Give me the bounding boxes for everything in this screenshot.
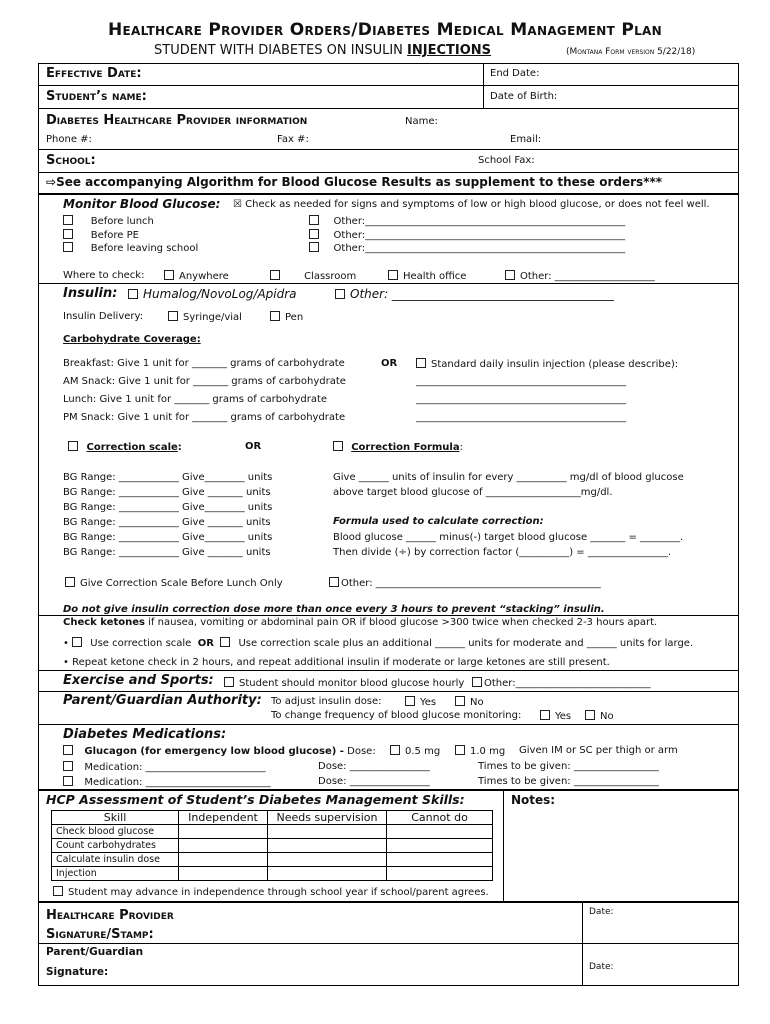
bg-range-row[interactable]: BG Range: ____________ Give _______ units bbox=[63, 547, 271, 558]
ketones-instructions: Check ketones if nausea, vomiting or abdominal pain OR if blood glucose >300 twice when checked 2-3 hours apart. bbox=[63, 617, 658, 628]
frequency-yes-checkbox[interactable]: Yes bbox=[540, 710, 571, 722]
health-office-checkbox[interactable]: Health office bbox=[388, 270, 466, 282]
independent-cell[interactable] bbox=[179, 839, 268, 853]
monitor-check-as-needed[interactable]: ☒ Check as needed for signs and symptoms of low or high blood glucose, or does not feel well. bbox=[233, 199, 710, 210]
before-leaving-checkbox[interactable]: Before leaving school bbox=[63, 242, 198, 254]
checkbox-icon bbox=[270, 270, 280, 280]
ketones-options: • Use correction scale OR Use correction scale plus an additional ______ units for moderate and ______ units for large. bbox=[63, 638, 694, 649]
checkbox-icon bbox=[405, 696, 415, 706]
checked-box-icon: ☒ bbox=[233, 199, 242, 210]
glucagon-checkbox[interactable]: Glucagon (for emergency low blood glucose) - Dose: bbox=[63, 745, 376, 757]
anywhere-checkbox[interactable]: Anywhere bbox=[164, 270, 229, 282]
checkbox-icon bbox=[309, 215, 319, 225]
medication-1-checkbox[interactable]: Medication: ________________________ bbox=[63, 761, 266, 773]
provider-signature-label-1: Healthcare Provider bbox=[46, 908, 174, 923]
col-independent: Independent bbox=[179, 811, 268, 825]
adjust-dose-label: To adjust insulin dose: bbox=[271, 696, 382, 707]
checkbox-icon bbox=[309, 229, 319, 239]
effective-date-label: Effective Date: bbox=[46, 66, 142, 81]
notes-label: Notes: bbox=[511, 793, 556, 807]
checkbox-icon bbox=[455, 696, 465, 706]
col-skill: Skill bbox=[52, 811, 179, 825]
before-lunch-checkbox[interactable]: Before lunch bbox=[63, 215, 154, 227]
checkbox-icon bbox=[505, 270, 515, 280]
checkbox-icon bbox=[68, 441, 78, 451]
bg-range-row[interactable]: BG Range: ____________ Give________ units bbox=[63, 502, 273, 513]
checkbox-icon bbox=[65, 577, 75, 587]
parent-signature-label-2[interactable]: Signature: bbox=[46, 966, 109, 978]
checkbox-icon bbox=[63, 761, 73, 771]
before-lunch-only-checkbox[interactable]: Give Correction Scale Before Lunch Only bbox=[65, 577, 283, 589]
dob-label[interactable]: Date of Birth: bbox=[490, 91, 558, 102]
monitor-other-2[interactable]: Other:____________________________________________________ bbox=[309, 229, 625, 241]
checkbox-icon bbox=[128, 289, 138, 299]
checkbox-icon bbox=[168, 311, 178, 321]
checkbox-icon bbox=[224, 677, 234, 687]
lunch-line[interactable]: Lunch: Give 1 unit for _______ grams of carbohydrate bbox=[63, 394, 328, 405]
bg-range-row[interactable]: BG Range: ____________ Give _______ units bbox=[63, 517, 271, 528]
pm-snack-line[interactable]: PM Snack: Give 1 unit for _______ grams of carbohydrate bbox=[63, 412, 346, 423]
monitor-other-1[interactable]: Other:____________________________________________________ bbox=[309, 215, 625, 227]
form-version: (Montana Form version 5/22/18) bbox=[566, 47, 696, 57]
where-other-checkbox[interactable]: Other: ____________________ bbox=[505, 270, 655, 282]
form-title: Healthcare Provider Orders/Diabetes Medical Management Plan bbox=[108, 20, 662, 40]
checkbox-icon bbox=[416, 358, 426, 368]
medication-2-dose[interactable]: Dose: ________________ bbox=[318, 776, 430, 787]
checkbox-icon bbox=[53, 886, 63, 896]
provider-name-label[interactable]: Name: bbox=[405, 116, 438, 127]
meds-title: Diabetes Medications: bbox=[63, 727, 227, 742]
checkbox-icon[interactable] bbox=[220, 637, 230, 647]
table-row bbox=[52, 839, 493, 853]
checkbox-icon bbox=[585, 710, 595, 720]
breakfast-line[interactable]: Breakfast: Give 1 unit for _______ grams of carbohydrate bbox=[63, 358, 345, 369]
parent-signature-label-1: Parent/Guardian bbox=[46, 946, 144, 958]
parent-date-label[interactable]: Date: bbox=[589, 962, 614, 972]
provider-signature-label-2[interactable]: Signature/Stamp: bbox=[46, 927, 154, 942]
supervision-cell[interactable] bbox=[268, 825, 387, 839]
exercise-monitor-checkbox[interactable]: Student should monitor blood glucose hourly bbox=[224, 677, 464, 689]
form-subtitle: STUDENT WITH DIABETES ON INSULIN INJECTIONS bbox=[154, 43, 492, 58]
glucagon-route: Given IM or SC per thigh or arm bbox=[519, 745, 678, 756]
checkbox-icon[interactable] bbox=[72, 637, 82, 647]
table-row bbox=[52, 867, 493, 881]
checkbox-icon bbox=[270, 311, 280, 321]
insulin-other-checkbox[interactable]: Other: _____________________________________ bbox=[335, 287, 614, 301]
fax-label[interactable]: Fax #: bbox=[277, 134, 309, 145]
cannot-do-cell[interactable] bbox=[387, 867, 493, 881]
supervision-cell[interactable] bbox=[268, 839, 387, 853]
independent-cell[interactable] bbox=[179, 853, 268, 867]
col-cannot-do: Cannot do bbox=[387, 811, 493, 825]
formula-divide-line[interactable]: Then divide (÷) by correction factor (__________) = ________________. bbox=[333, 547, 672, 558]
bg-range-row[interactable]: BG Range: ____________ Give________ units bbox=[63, 472, 273, 483]
formula-bg-line[interactable]: Blood glucose ______ minus(-) target blood glucose _______ = ________. bbox=[333, 532, 684, 543]
cannot-do-cell[interactable] bbox=[387, 839, 493, 853]
checkbox-icon bbox=[309, 242, 319, 252]
monitor-other-3[interactable]: Other:____________________________________________________ bbox=[309, 242, 625, 254]
medication-1-dose[interactable]: Dose: ________________ bbox=[318, 761, 430, 772]
exercise-title: Exercise and Sports: bbox=[63, 673, 214, 688]
bg-range-row[interactable]: BG Range: ____________ Give _______ units bbox=[63, 487, 271, 498]
humalog-checkbox[interactable]: Humalog/NovoLog/Apidra bbox=[128, 287, 297, 301]
adjust-yes-checkbox[interactable]: Yes bbox=[405, 696, 436, 708]
or-label: OR bbox=[381, 358, 398, 369]
standard-line-2[interactable]: __________________________________________ bbox=[416, 394, 626, 405]
checkbox-icon bbox=[540, 710, 550, 720]
table-header-row bbox=[52, 811, 493, 825]
medication-2-times[interactable]: Times to be given: _________________ bbox=[478, 776, 659, 787]
correction-formula-checkbox[interactable]: Correction Formula: bbox=[333, 441, 463, 453]
formula-used-title: Formula used to calculate correction: bbox=[333, 516, 544, 527]
checkbox-icon bbox=[335, 289, 345, 299]
formula-give-line[interactable]: Give ______ units of insulin for every __________ mg/dl of blood glucose bbox=[333, 472, 684, 483]
checkbox-icon bbox=[390, 745, 400, 755]
checkbox-icon bbox=[164, 270, 174, 280]
insulin-delivery-label: Insulin Delivery: bbox=[63, 311, 144, 322]
adjust-no-checkbox[interactable]: No bbox=[455, 696, 484, 708]
supervision-cell[interactable] bbox=[268, 853, 387, 867]
hcp-title: HCP Assessment of Student’s Diabetes Management Skills: bbox=[46, 792, 465, 807]
classroom-checkbox[interactable]: Classroom bbox=[270, 270, 356, 282]
dose-05-checkbox[interactable]: 0.5 mg bbox=[390, 745, 440, 757]
skill-cell: Check blood glucose bbox=[52, 825, 179, 839]
no-stacking-warning: Do not give insulin correction dose more than once every 3 hours to prevent “stacking” insulin. bbox=[63, 604, 605, 615]
independent-cell[interactable] bbox=[179, 825, 268, 839]
skills-table bbox=[51, 810, 493, 881]
checkbox-icon bbox=[333, 441, 343, 451]
arrow-right-icon: ⇨ bbox=[46, 175, 57, 189]
carb-coverage-title: Carbohydrate Coverage: bbox=[63, 334, 201, 345]
medication-1-times[interactable]: Times to be given: _________________ bbox=[478, 761, 659, 772]
pen-checkbox[interactable]: Pen bbox=[270, 311, 303, 323]
standard-line-1[interactable]: __________________________________________ bbox=[416, 376, 626, 387]
supervision-cell[interactable] bbox=[268, 867, 387, 881]
correction-other-checkbox[interactable]: Other: _____________________________________________ bbox=[329, 577, 601, 589]
advance-independence-checkbox[interactable]: Student may advance in independence through school year if school/parent agrees. bbox=[53, 886, 489, 898]
provider-date-label[interactable]: Date: bbox=[589, 907, 614, 917]
correction-scale-checkbox[interactable]: Correction scale: bbox=[68, 441, 182, 453]
before-pe-checkbox[interactable]: Before PE bbox=[63, 229, 139, 241]
cannot-do-cell[interactable] bbox=[387, 853, 493, 867]
school-label: School: bbox=[46, 153, 96, 168]
end-date-label[interactable]: End Date: bbox=[490, 68, 540, 79]
standard-line-3[interactable]: __________________________________________ bbox=[416, 412, 626, 423]
table-row bbox=[52, 825, 493, 839]
checkbox-icon bbox=[63, 215, 73, 225]
independent-cell[interactable] bbox=[179, 867, 268, 881]
syringe-checkbox[interactable]: Syringe/vial bbox=[168, 311, 242, 323]
table-row bbox=[52, 853, 493, 867]
checkbox-icon bbox=[63, 229, 73, 239]
where-to-check-label: Where to check: bbox=[63, 270, 145, 281]
algorithm-note: ⇨See accompanying Algorithm for Blood Glucose Results as supplement to these orders*** bbox=[46, 175, 663, 189]
bg-range-row[interactable]: BG Range: ____________ Give________ units bbox=[63, 532, 273, 543]
exercise-other-checkbox[interactable]: Other:___________________________ bbox=[472, 677, 651, 689]
frequency-no-checkbox[interactable]: No bbox=[585, 710, 614, 722]
school-fax-label[interactable]: School Fax: bbox=[478, 155, 535, 166]
provider-info-label: Diabetes Healthcare Provider information bbox=[46, 113, 308, 128]
checkbox-icon bbox=[63, 776, 73, 786]
frequency-label: To change frequency of blood glucose monitoring: bbox=[271, 710, 522, 721]
cannot-do-cell[interactable] bbox=[387, 825, 493, 839]
col-needs-supervision: Needs supervision bbox=[268, 811, 387, 825]
skill-cell: Count carbohydrates bbox=[52, 839, 179, 853]
skill-cell: Calculate insulin dose bbox=[52, 853, 179, 867]
checkbox-icon bbox=[63, 242, 73, 252]
or-label-2: OR bbox=[245, 441, 262, 452]
parent-authority-title: Parent/Guardian Authority: bbox=[63, 693, 262, 708]
email-label[interactable]: Email: bbox=[510, 134, 542, 145]
checkbox-icon bbox=[455, 745, 465, 755]
student-name-label: Student’s name: bbox=[46, 89, 147, 104]
formula-above-line[interactable]: above target blood glucose of ___________________mg/dl. bbox=[333, 487, 613, 498]
ketones-repeat: • Repeat ketone check in 2 hours, and repeat additional insulin if moderate or large ketones are still present. bbox=[63, 657, 610, 668]
medication-2-checkbox[interactable]: Medication: _________________________ bbox=[63, 776, 271, 788]
checkbox-icon bbox=[388, 270, 398, 280]
checkbox-icon bbox=[472, 677, 482, 687]
insulin-section: Insulin: bbox=[63, 286, 118, 301]
skill-cell: Injection bbox=[52, 867, 179, 881]
checkbox-icon bbox=[63, 745, 73, 755]
am-snack-line[interactable]: AM Snack: Give 1 unit for _______ grams of carbohydrate bbox=[63, 376, 346, 387]
dose-10-checkbox[interactable]: 1.0 mg bbox=[455, 745, 505, 757]
monitor-section-title: Monitor Blood Glucose: bbox=[63, 197, 221, 211]
phone-label[interactable]: Phone #: bbox=[46, 134, 92, 145]
checkbox-icon bbox=[329, 577, 339, 587]
standard-injection-checkbox[interactable]: Standard daily insulin injection (please describe): bbox=[416, 358, 678, 370]
